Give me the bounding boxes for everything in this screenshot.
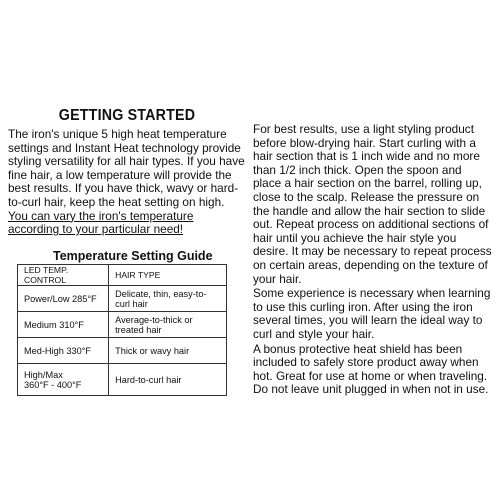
header-hair-type: HAIR TYPE <box>109 265 227 286</box>
hair-type-cell: Hard-to-curl hair <box>109 364 227 396</box>
table-row <box>18 338 227 364</box>
table-row <box>18 364 227 396</box>
temp-cell: Medium 310°F <box>18 312 109 338</box>
hair-type-cell: Thick or wavy hair <box>109 338 227 364</box>
temp-cell: Power/Low 285°F <box>18 286 109 312</box>
getting-started-section <box>8 107 246 263</box>
table-row <box>18 312 227 338</box>
instructions-paragraph-2: Some experience is necessary when learning to use this curling iron. After using the iron several times, you will learn the ideal way to curl and style your hair. <box>253 286 491 341</box>
temp-cell-line2: 360°F - 400°F <box>24 379 82 390</box>
temperature-setting-table <box>17 264 227 396</box>
temp-cell: Med-High 330°F <box>18 338 109 364</box>
intro-underlined-text: You can vary the iron's temperature according to your particular need! <box>8 208 194 237</box>
table-row <box>18 286 227 312</box>
temp-cell-line1: High/Max <box>24 369 63 380</box>
temp-cell <box>18 364 109 396</box>
hair-type-cell: Average-to-thick or treated hair <box>109 312 227 338</box>
header-led-temp: LED TEMP. CONTROL <box>18 265 109 286</box>
temperature-guide-title: Temperature Setting Guide <box>53 248 213 263</box>
intro-text: The iron's unique 5 high heat temperature settings and Instant Heat technology provide styling versatility for all hair types. If you have fine hair, a low temperature will provide the best results. If you have thick, wavy or hard-to-curl hair, keep the heat setting on high. <box>8 127 245 209</box>
instructions-paragraph-1: For best results, use a light styling product before blow-drying hair. Start curling with a hair section that is 1 inch wide and no more than 1/2 inch thick. Open the spoon and place a hair section on the barrel, rolling up, close to the scalp. Release the pressure on the handle and allow the hair section to slide out. Repeat process on additional sections of hair until you achieve the hair style you desire. It may be necessary to repeat process on certain areas, depending on the texture of your hair. <box>253 122 492 286</box>
intro-paragraph <box>8 128 246 237</box>
instructions-paragraph-3: A bonus protective heat shield has been included to safely store product away when hot. Great for use at home or when traveling. Do not leave unit plugged in when not in use. <box>253 341 489 397</box>
instructions-section <box>253 123 493 398</box>
section-title: GETTING STARTED <box>58 107 196 124</box>
hair-type-cell: Delicate, thin, easy-to-curl hair <box>109 286 227 312</box>
table-header-row <box>18 265 227 286</box>
